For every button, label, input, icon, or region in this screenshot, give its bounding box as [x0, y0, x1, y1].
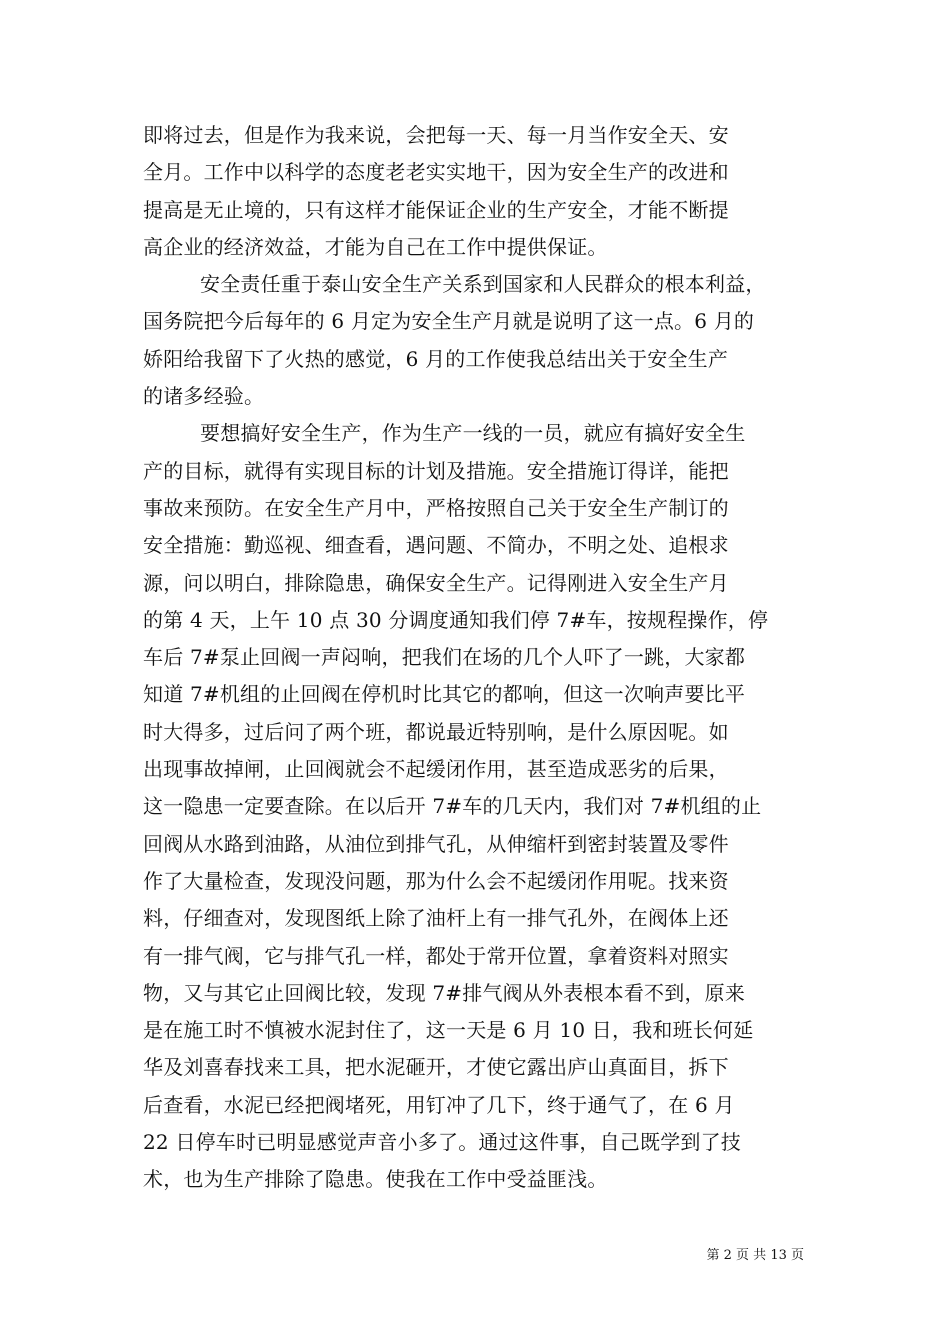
page-number	[707, 1247, 804, 1265]
text-line: 这一隐患一定要查除。在以后开 7#车的几天内，我们对 7#机组的止	[143, 794, 762, 819]
paragraph	[143, 266, 808, 415]
text-line: 即将过去，但是作为我来说，会把每一天、每一月当作安全天、安	[143, 123, 729, 147]
text-line: 车后 7#泵止回阀一声闷响，把我们在场的几个人吓了一跳，大家都	[143, 645, 746, 670]
text-line: 高企业的经济效益，才能为自己在工作中提供保证。	[143, 234, 608, 259]
text-line: 安全责任重于泰山安全生产关系到国家和人民群众的根本利益，	[200, 272, 766, 297]
document-body	[143, 117, 808, 1199]
text-line: 全月。工作中以科学的态度老老实实地干，因为安全生产的改进和	[143, 160, 729, 185]
text-line: 知道 7#机组的止回阀在停机时比其它的都响，但这一次响声要比平	[143, 682, 746, 707]
paragraph	[143, 117, 808, 266]
text-line: 物，又与其它止回阀比较，发现 7#排气阀从外表根本看不到，原来	[143, 980, 746, 1005]
text-line: 安全措施：勤巡视、细查看，遇问题、不简办，不明之处、追根求	[143, 533, 729, 558]
text-line: 事故来预防。在安全生产月中，严格按照自己关于安全生产制订的	[143, 495, 729, 520]
text-line: 有一排气阀，它与排气孔一样，都处于常开位置，拿着资料对照实	[143, 943, 729, 968]
text-line: 要想搞好安全生产，作为生产一线的一员，就应有搞好安全生	[200, 421, 746, 446]
text-line: 22 日停车时已明显感觉声音小多了。通过这件事，自己既学到了技	[143, 1130, 742, 1155]
text-line: 时大得多，过后问了两个班，都说最近特别响，是什么原因呢。如	[143, 719, 729, 744]
text-line: 的第 4 天，上午 10 点 30 分调度通知我们停 7#车，按规程操作，停	[143, 607, 769, 632]
text-line: 出现事故掉闸，止回阀就会不起缓闭作用，甚至造成恶劣的后果，	[143, 757, 729, 782]
text-line: 国务院把今后每年的 6 月定为安全生产月就是说明了这一点。6 月的	[143, 309, 755, 334]
text-line: 源，问以明白，排除隐患，确保安全生产。记得刚进入安全生产月	[143, 570, 729, 595]
text-line: 后查看，水泥已经把阀堵死，用钉冲了几下，终于通气了，在 6 月	[143, 1092, 735, 1117]
text-line: 华及刘喜春找来工具，把水泥砸开，才使它露出庐山真面目，拆下	[143, 1055, 729, 1080]
text-line: 回阀从水路到油路，从油位到排气孔，从伸缩杆到密封装置及零件	[143, 831, 729, 856]
text-line: 的诸多经验。	[143, 384, 265, 409]
text-line: 料，仔细查对，发现图纸上除了油杆上有一排气孔外，在阀体上还	[143, 906, 729, 931]
text-line: 是在施工时不慎被水泥封住了，这一天是 6 月 10 日，我和班长何延	[143, 1018, 754, 1043]
text-line: 作了大量检查，发现没问题，那为什么会不起缓闭作用呢。找来资	[143, 868, 729, 893]
page-number-label: 第 2 页 共 13 页	[706, 1248, 804, 1263]
text-line: 术，也为生产排除了隐患。使我在工作中受益匪浅。	[143, 1167, 608, 1192]
text-line: 产的目标，就得有实现目标的计划及措施。安全措施订得详，能把	[143, 458, 729, 483]
text-line: 提高是无止境的，只有这样才能保证企业的生产安全，才能不断提	[143, 197, 729, 222]
text-line: 娇阳给我留下了火热的感觉，6 月的工作使我总结出关于安全生产	[143, 346, 729, 371]
paragraph	[143, 415, 808, 1198]
